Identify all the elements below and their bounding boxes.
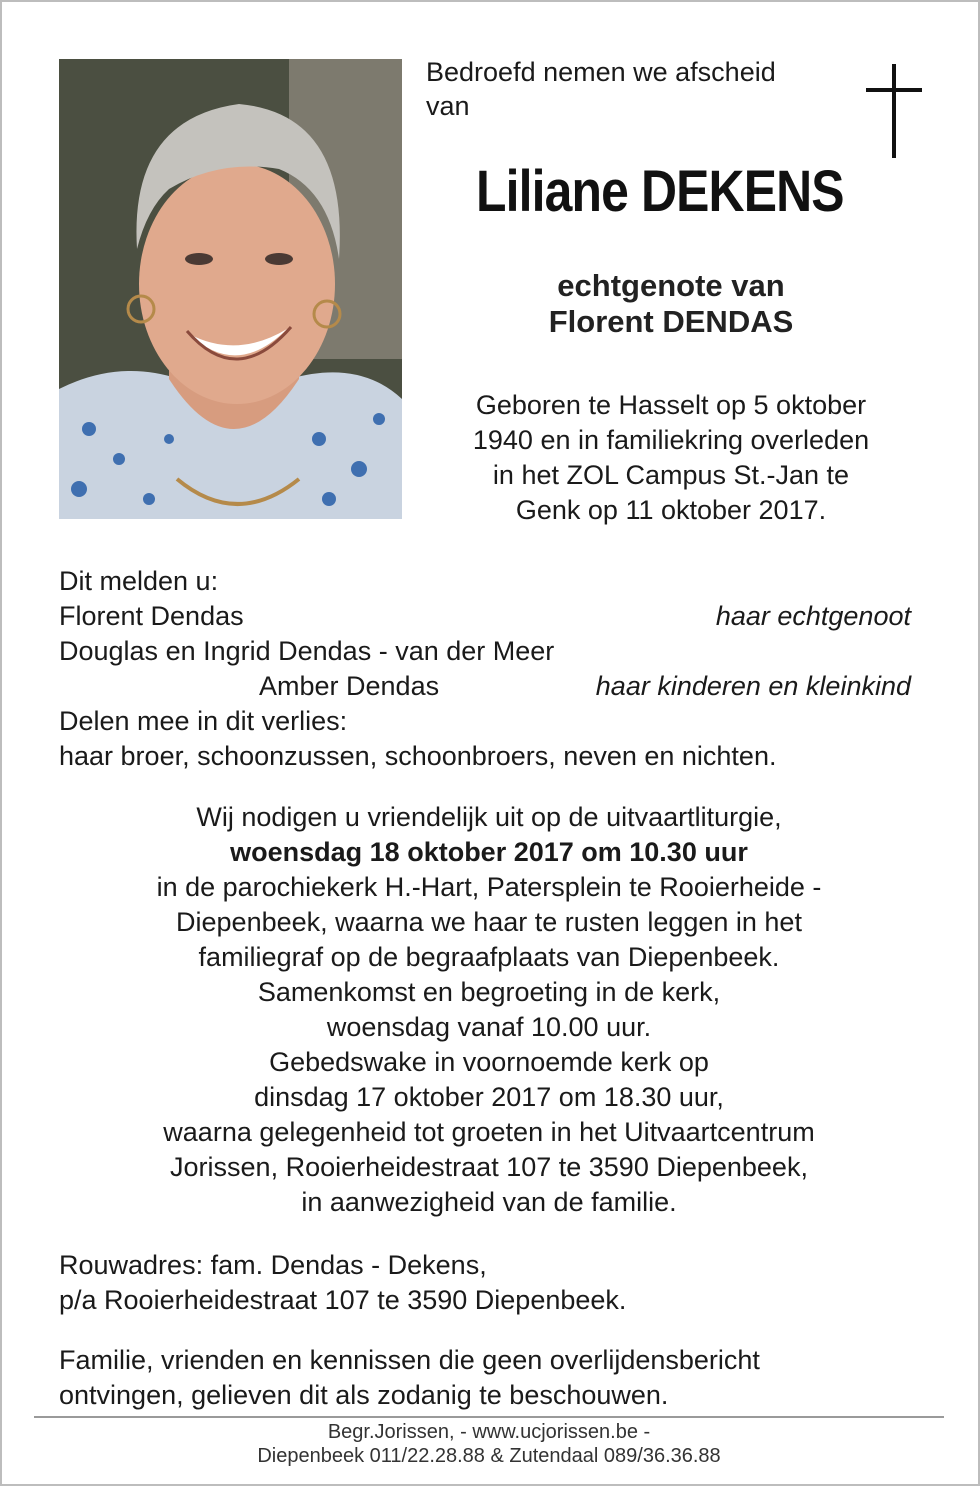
deceased-name: Liliane DEKENS <box>476 159 844 224</box>
cross-icon <box>866 64 922 158</box>
footer-line-2: Diepenbeek 011/22.28.88 & Zutendaal 089/36.36.88 <box>257 1445 721 1467</box>
closing-note <box>59 1343 919 1413</box>
intro-line-2: van <box>426 91 470 121</box>
spouse-info <box>426 268 916 340</box>
family-row <box>59 599 919 634</box>
portrait-photo <box>59 59 402 519</box>
footer-divider <box>34 1416 944 1418</box>
family-relation: haar echtgenoot <box>715 601 911 631</box>
closing-line-1: Familie, vrienden en kennissen die geen overlijdensbericht <box>59 1345 760 1375</box>
birth-death-info <box>426 388 916 528</box>
invitation-section <box>59 800 919 1220</box>
share-text: haar broer, schoonzussen, schoonbroers, neven en nichten. <box>59 741 777 771</box>
address-line-1: Rouwadres: fam. Dendas - Dekens, <box>59 1250 487 1280</box>
family-name: Douglas en Ingrid Dendas - van der Meer <box>59 636 555 666</box>
mourning-address <box>59 1248 919 1318</box>
invitation-line: Samenkomst en begroeting in de kerk, <box>257 977 721 1007</box>
family-row <box>59 669 919 704</box>
family-relation: haar kinderen en kleinkind <box>595 671 911 701</box>
announce-heading: Dit melden u: <box>59 566 219 596</box>
invitation-line: in de parochiekerk H.-Hart, Patersplein te Rooierheide - <box>156 872 822 902</box>
invitation-line: Wij nodigen u vriendelijk uit op de uitvaartliturgie, <box>196 802 782 832</box>
born-line: 1940 en in familiekring overleden <box>472 425 870 455</box>
spouse-line-1: echtgenote van <box>557 268 785 303</box>
spouse-line-2: Florent DENDAS <box>548 304 794 339</box>
invitation-line: Gebedswake in voornoemde kerk op <box>269 1047 709 1077</box>
funeral-datetime: woensdag 18 oktober 2017 om 10.30 uur <box>230 837 748 867</box>
born-line: in het ZOL Campus St.-Jan te <box>492 460 850 490</box>
born-line: Genk op 11 oktober 2017. <box>515 495 827 525</box>
intro-line-1: Bedroefd nemen we afscheid <box>426 57 776 87</box>
invitation-line: in aanwezigheid van de familie. <box>301 1187 677 1217</box>
announcement-section <box>59 564 919 774</box>
invitation-line: familiegraf op de begraafplaats van Diepenbeek. <box>198 942 780 972</box>
invitation-line: Jorissen, Rooierheidestraat 107 te 3590 Diepenbeek, <box>170 1152 808 1182</box>
invitation-line: Diepenbeek, waarna we haar te rusten leggen in het <box>176 907 802 937</box>
invitation-line: woensdag vanaf 10.00 uur. <box>326 1012 652 1042</box>
family-row <box>59 634 919 669</box>
invitation-line: waarna gelegenheid tot groeten in het Uitvaartcentrum <box>163 1117 815 1147</box>
born-line: Geboren te Hasselt op 5 oktober <box>475 390 867 420</box>
address-line-2: p/a Rooierheidestraat 107 te 3590 Diepenbeek. <box>59 1285 627 1315</box>
family-name: Florent Dendas <box>59 601 244 631</box>
intro-text <box>426 55 846 123</box>
footer-line-1: Begr.Jorissen, - www.ucjorissen.be - <box>327 1421 651 1443</box>
invitation-line: dinsdag 17 oktober 2017 om 18.30 uur, <box>254 1082 724 1112</box>
share-heading: Delen mee in dit verlies: <box>59 706 348 736</box>
family-name: Amber Dendas <box>259 671 440 701</box>
closing-line-2: ontvingen, gelieven dit als zodanig te beschouwen. <box>59 1380 669 1410</box>
footer <box>34 1420 944 1468</box>
